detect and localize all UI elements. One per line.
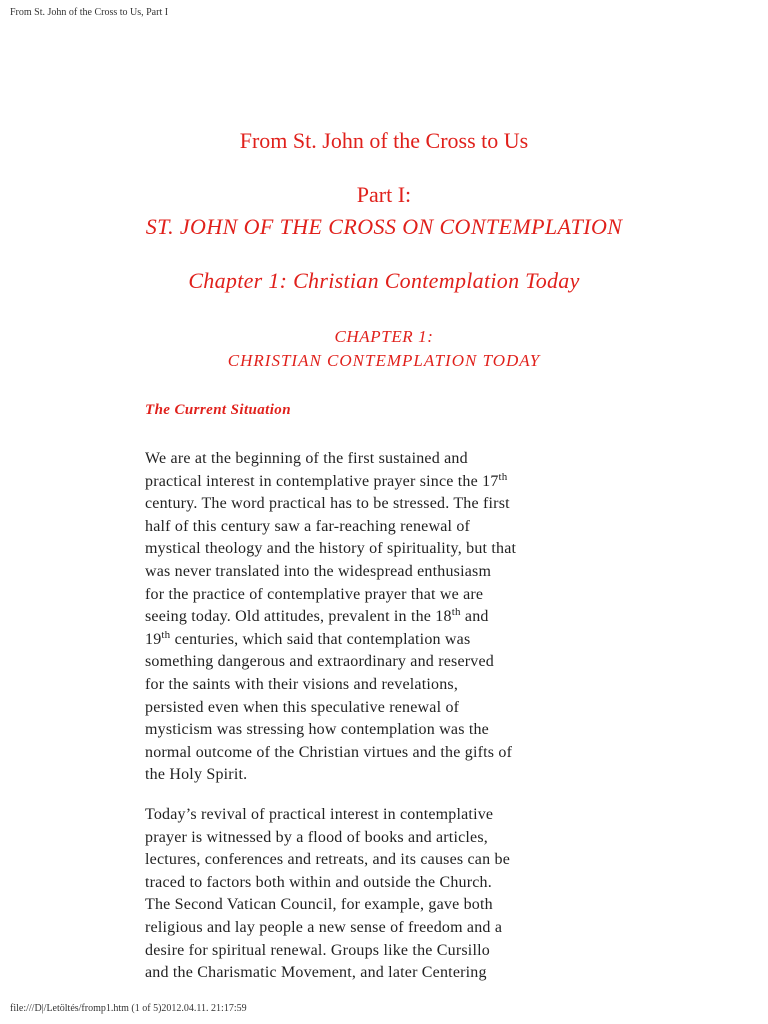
text-run: centuries, which said that contemplation was (170, 630, 471, 648)
book-title: From St. John of the Cross to Us (239, 128, 529, 153)
text-line: desire for spiritual renewal. Groups like the Cursillo (145, 941, 490, 959)
chapter-heading-number: CHAPTER 1: (334, 327, 434, 346)
text-line: the Holy Spirit. (145, 766, 248, 784)
section-heading: The Current Situation (145, 402, 291, 418)
part-subtitle: ST. JOHN OF THE CROSS ON CONTEMPLATION (145, 214, 623, 239)
running-header: From St. John of the Cross to Us, Part I (10, 7, 169, 18)
chapter-title: Chapter 1: Christian Contemplation Today (188, 268, 580, 293)
chapter-heading-name: CHRISTIAN CONTEMPLATION TODAY (227, 351, 541, 370)
text-line: mystical theology and the history of spirituality, but that (145, 540, 517, 558)
ordinal-suffix: th (498, 470, 508, 483)
text-line: was never translated into the widespread enthusiasm (145, 562, 492, 580)
text-run: and (460, 608, 489, 626)
text-run: seeing today. Old attitudes, prevalent in the 18 (145, 608, 452, 626)
body-paragraph-2 (145, 804, 615, 985)
text-line: and the Charismatic Movement, and later Centering (145, 964, 487, 982)
text-line: We are at the beginning of the first sustained and (145, 450, 468, 467)
text-line: mysticism was stressing how contemplation was the (145, 721, 489, 739)
text-line: Today’s revival of practical interest in contemplative (145, 806, 494, 823)
text-line: lectures, conferences and retreats, and its causes can be (145, 851, 511, 869)
body-paragraph-1 (145, 448, 615, 787)
file-path-footer: file:///D|/Letöltés/fromp1.htm (1 of 5)2012.04.11. 21:17:59 (10, 1003, 247, 1014)
text-line: The Second Vatican Council, for example, gave both (145, 896, 493, 914)
ordinal-suffix: th (451, 606, 461, 619)
text-run: 19 (145, 630, 162, 648)
text-line: persisted even when this speculative renewal of (145, 698, 460, 716)
part-title: Part I: (356, 182, 412, 207)
text-line: prayer is witnessed by a flood of books and articles, (145, 828, 488, 846)
text-line (145, 606, 615, 629)
text-run: practical interest in contemplative prayer since the 17 (145, 472, 499, 490)
text-line: for the practice of contemplative prayer that we are (145, 585, 484, 603)
text-line: religious and lay people a new sense of freedom and a (145, 918, 503, 936)
text-line: normal outcome of the Christian virtues and the gifts of (145, 743, 513, 761)
text-line: century. The word practical has to be stressed. The first (145, 495, 510, 513)
text-line: half of this century saw a far-reaching renewal of (145, 517, 471, 535)
text-line (145, 471, 615, 494)
text-line: traced to factors both within and outside the Church. (145, 873, 492, 891)
text-line (145, 629, 615, 652)
text-line: something dangerous and extraordinary and reserved (145, 653, 494, 671)
ordinal-suffix: th (161, 628, 171, 641)
text-line: for the saints with their visions and revelations, (145, 675, 459, 693)
